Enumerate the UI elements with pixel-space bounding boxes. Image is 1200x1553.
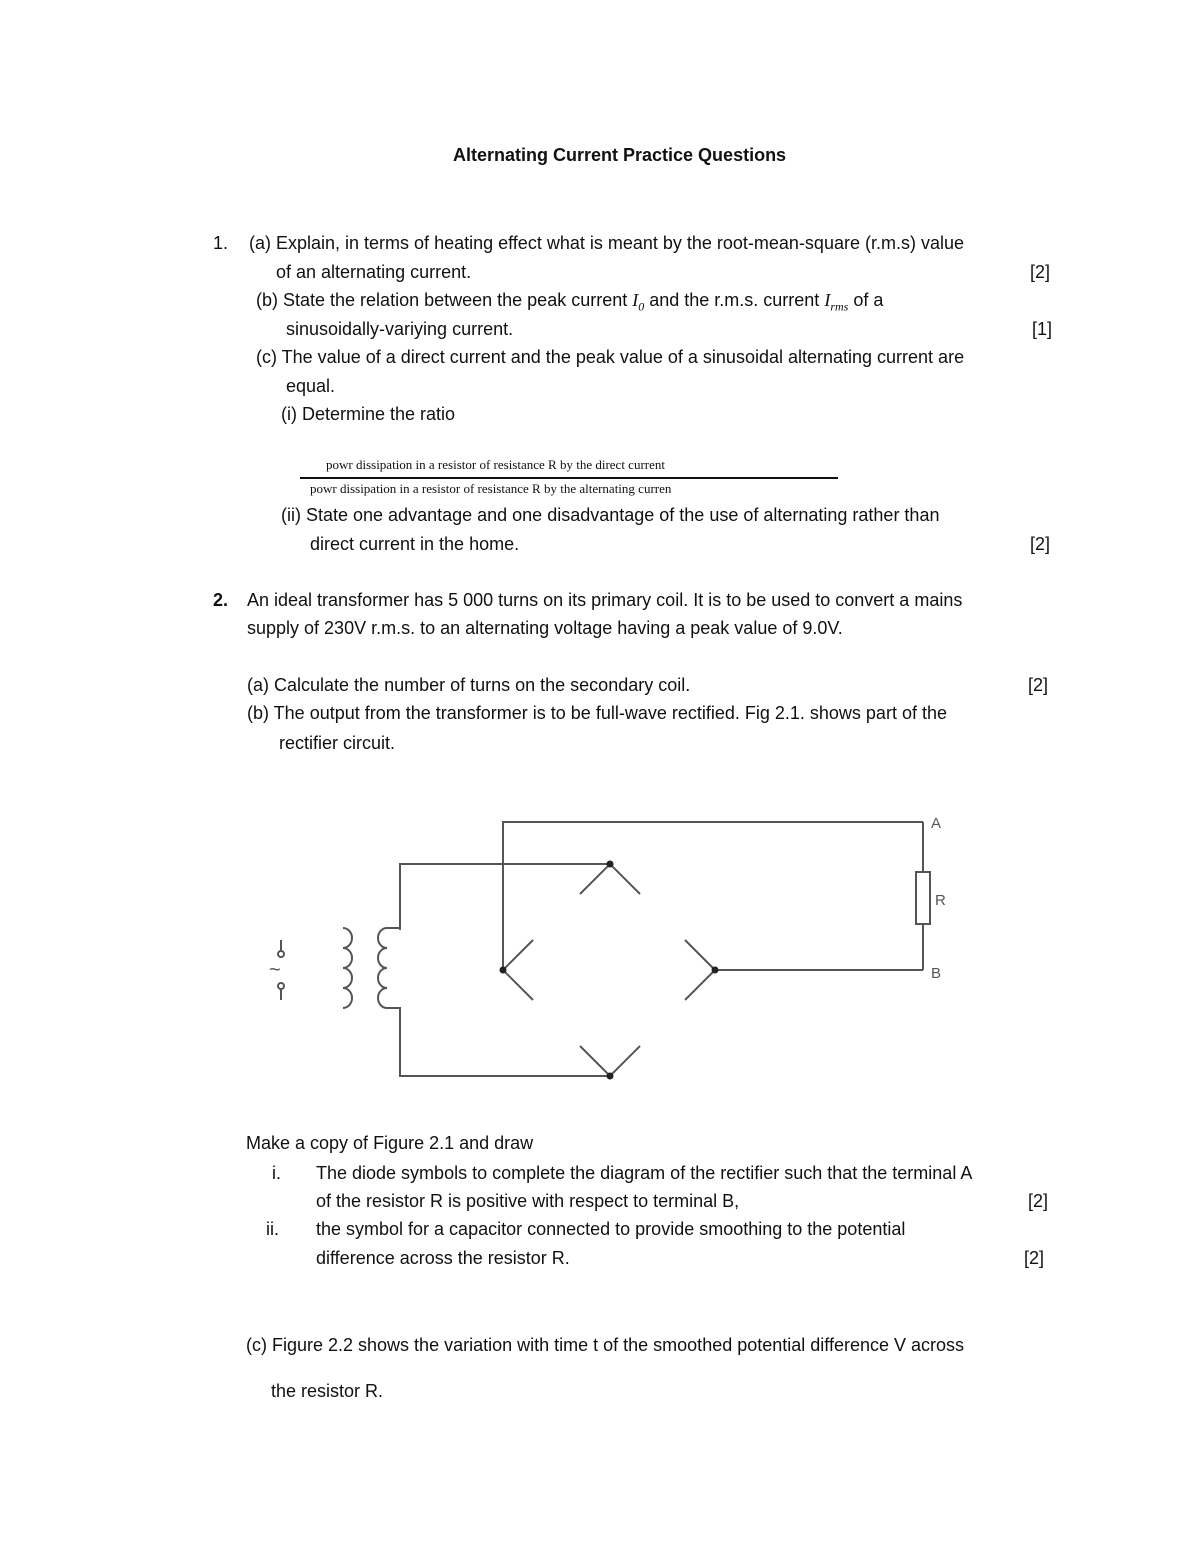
q2b-line2: rectifier circuit. [279, 733, 396, 753]
bridge-node-bottom [607, 1073, 614, 1080]
q1a-line2: of an alternating current. [276, 262, 472, 282]
q2c-line1: (c) Figure 2.2 shows the variation with time t of the smoothed potential difference V across [246, 1335, 965, 1355]
q1b-text-post: of a [848, 290, 884, 310]
bridge-right-arms [685, 940, 715, 1000]
wire-coil-top-join [387, 928, 400, 930]
rms-current-symbol: I [824, 290, 831, 310]
question-1-number: 1. [213, 233, 229, 253]
q1c-line1: (c) The value of a direct current and the peak value of a sinusoidal alternating current are [256, 347, 965, 367]
q1b-mark: [1] [1032, 319, 1053, 339]
bridge-left-arms [503, 940, 533, 1000]
ratio-denominator: powr dissipation in a resistor of resistance R by the alternating curren [310, 481, 672, 496]
q2-intro-line2: supply of 230V r.m.s. to an alternating voltage having a peak value of 9.0V. [247, 618, 843, 638]
item-ii-line2: difference across the resistor R. [316, 1248, 570, 1268]
item-i-line1: The diode symbols to complete the diagram of the rectifier such that the terminal A [316, 1163, 973, 1183]
item-i-mark: [2] [1028, 1191, 1049, 1211]
q1b-line2: sinusoidally-variying current. [286, 319, 514, 339]
q2c-line2: the resistor R. [271, 1381, 384, 1401]
bridge-node-left [500, 967, 507, 974]
wire-coil-bottom-join [387, 1008, 400, 1010]
secondary-coil [378, 928, 387, 1008]
bridge-top-arms [580, 864, 640, 894]
item-ii-mark: [2] [1024, 1248, 1045, 1268]
rectifier-circuit-figure [255, 780, 975, 1100]
question-2-number: 2. [213, 590, 229, 610]
wire-top [503, 822, 923, 970]
copy-instruction: Make a copy of Figure 2.1 and draw [246, 1133, 534, 1153]
peak-current-symbol: I [632, 290, 639, 310]
peak-current-subscript: 0 [638, 299, 645, 314]
ratio-numerator: powr dissipation in a resistor of resistance R by the direct current [326, 457, 665, 472]
source-terminal-top [278, 951, 284, 957]
q1c-ii-line2: direct current in the home. [310, 534, 520, 554]
q2-intro-line1: An ideal transformer has 5 000 turns on its primary coil. It is to be used to convert a mains [247, 590, 963, 610]
page-title: Alternating Current Practice Questions [453, 145, 787, 165]
item-i-line2: of the resistor R is positive with respect to terminal B, [316, 1191, 740, 1211]
q1a-mark: [2] [1030, 262, 1051, 282]
q2a-mark: [2] [1028, 675, 1049, 695]
resistor-r [916, 872, 930, 924]
source-ac-symbol: ~ [269, 959, 281, 981]
primary-coil [343, 928, 352, 1008]
item-ii-line1: the symbol for a capacitor connected to provide smoothing to the potential [316, 1219, 906, 1239]
q1c-i: (i) Determine the ratio [281, 404, 456, 424]
q1b-text-mid: and the r.m.s. current [644, 290, 825, 310]
q1a-line1: (a) Explain, in terms of heating effect what is meant by the root-mean-square (r.m.s) value [249, 233, 964, 253]
terminal-b-label: B [931, 965, 942, 982]
wire-secondary-top [400, 864, 610, 930]
bridge-node-right [712, 967, 719, 974]
q1b-line1 [256, 289, 883, 318]
bridge-node-top [607, 861, 614, 868]
rms-current-subscript: rms [830, 299, 849, 314]
q1c-ii-mark: [2] [1030, 534, 1051, 554]
resistor-r-label: R [935, 892, 946, 909]
source-terminal-bottom [278, 983, 284, 989]
q2b-line1: (b) The output from the transformer is to be full-wave rectified. Fig 2.1. shows part of the [247, 703, 947, 723]
item-ii-number: ii. [266, 1219, 279, 1239]
bridge-bottom-arms [580, 1046, 640, 1076]
item-i-number: i. [272, 1163, 281, 1183]
wire-secondary-bottom [400, 1010, 610, 1076]
terminal-a-label: A [931, 815, 942, 832]
q1c-line2: equal. [286, 376, 336, 396]
q1c-ii-line1: (ii) State one advantage and one disadvantage of the use of alternating rather than [281, 505, 940, 525]
ratio-fraction-bar [300, 477, 838, 479]
q2a-text: (a) Calculate the number of turns on the secondary coil. [247, 675, 691, 695]
q1b-text-pre: (b) State the relation between the peak current [256, 290, 633, 310]
